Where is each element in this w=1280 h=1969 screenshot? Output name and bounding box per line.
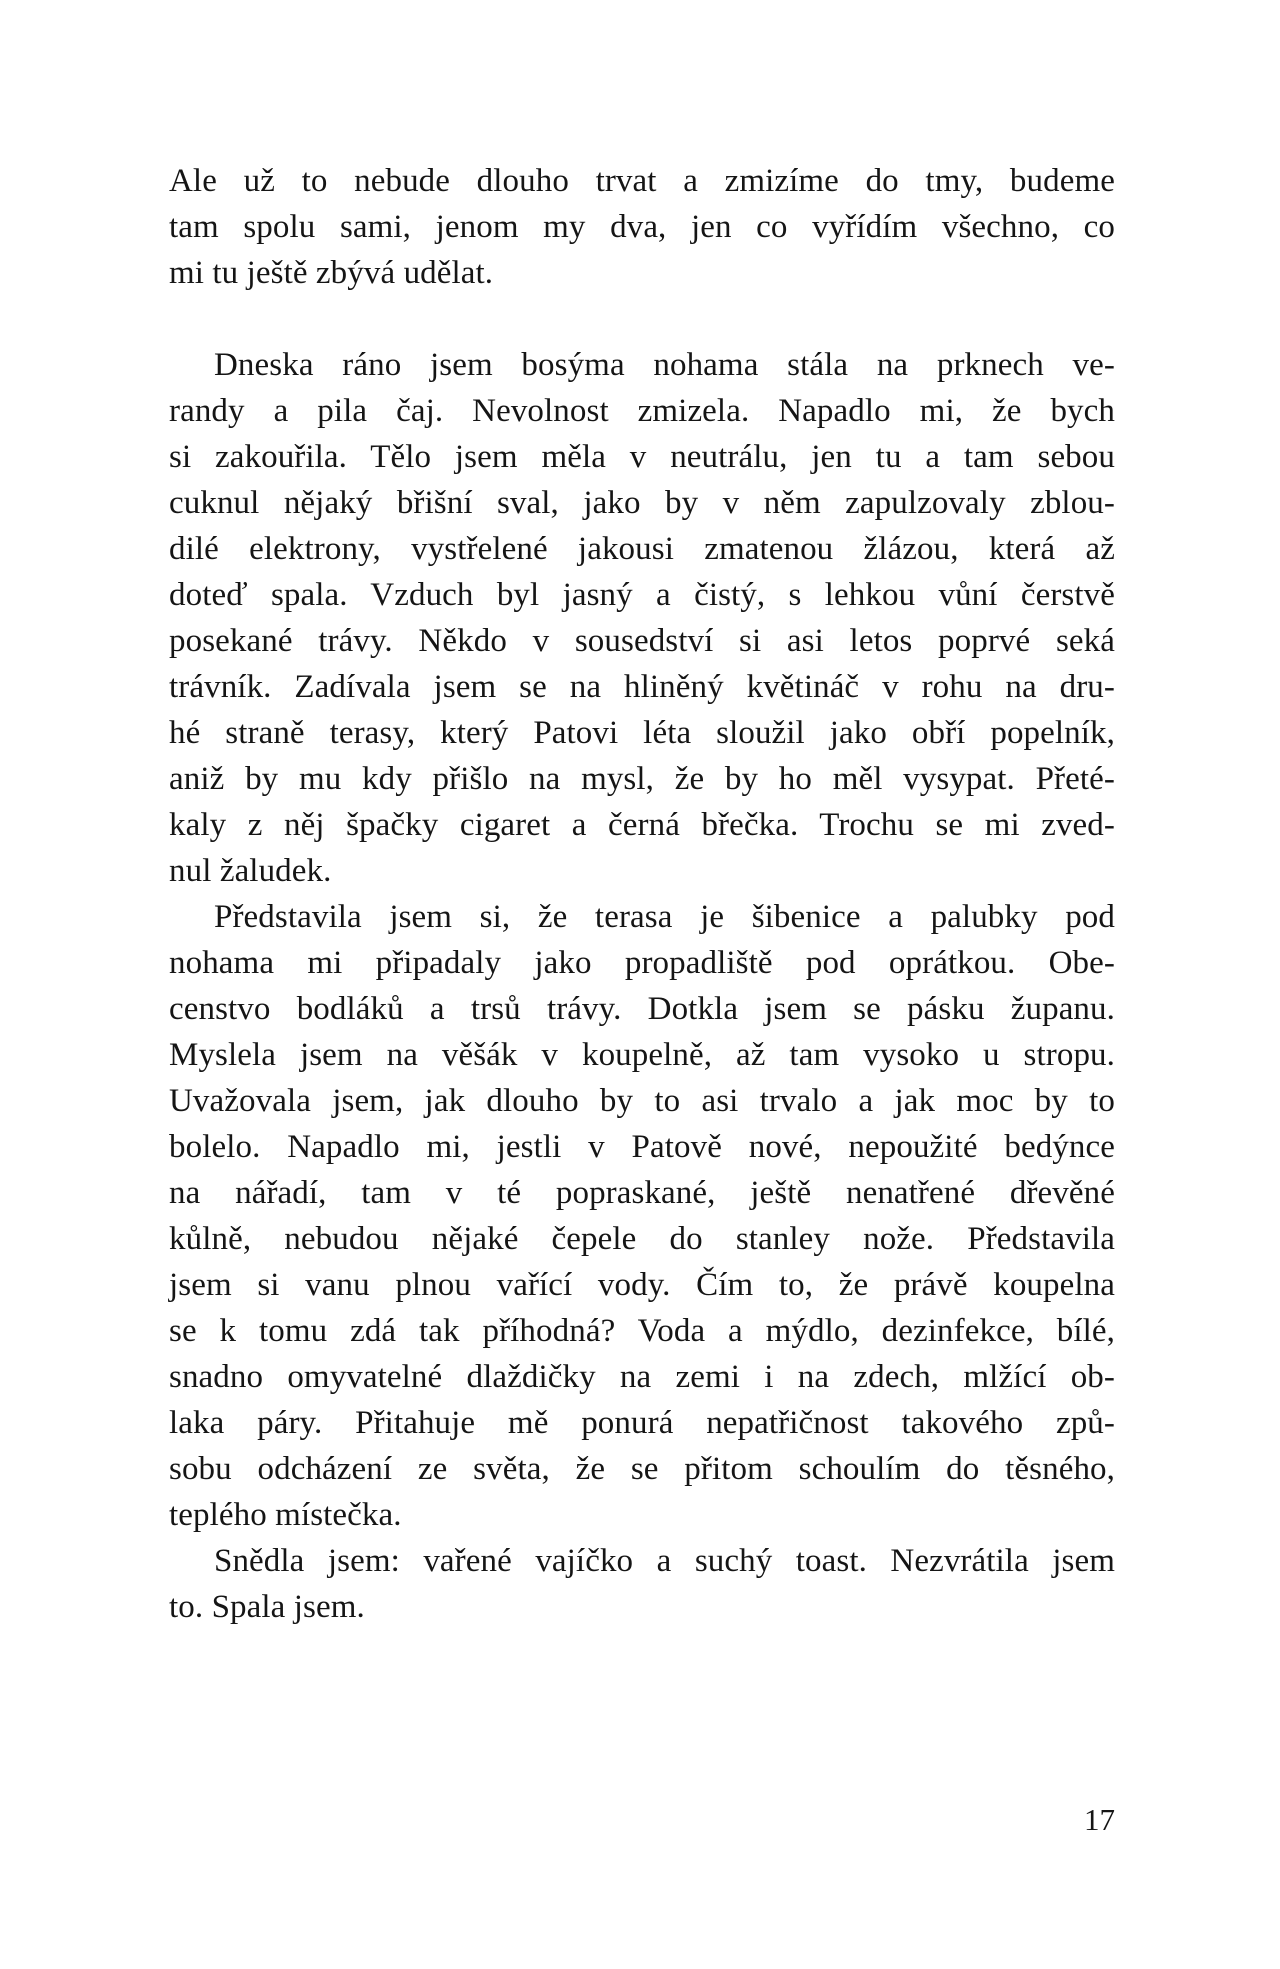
text-line: Uvažovala jsem, jak dlouho by to asi trvalo a jak moc by to	[169, 1083, 1115, 1119]
text-line: Ale už to nebude dlouho trvat a zmizíme do tmy, budeme	[169, 163, 1115, 199]
text-line: mi tu ještě zbývá udělat.	[169, 255, 494, 291]
text-line: snadno omyvatelné dlaždičky na zemi i na zdech, mlžící ob-	[169, 1359, 1115, 1395]
text-line: nul žaludek.	[169, 853, 332, 889]
text-line: se k tomu zdá tak příhodná? Voda a mýdlo, dezinfekce, bílé,	[169, 1313, 1115, 1349]
text-line: tam spolu sami, jenom my dva, jen co vyřídím všechno, co	[169, 209, 1115, 245]
text-line: laka páry. Přitahuje mě ponurá nepatřičnost takového způ-	[169, 1405, 1115, 1441]
text-line: randy a pila čaj. Nevolnost zmizela. Napadlo mi, že bych	[169, 393, 1115, 429]
text-line: hé straně terasy, který Patovi léta sloužil jako obří popelník,	[169, 715, 1115, 751]
text-line: teplého místečka.	[169, 1497, 402, 1533]
text-line: to. Spala jsem.	[169, 1589, 365, 1625]
text-line: dilé elektrony, vystřelené jakousi zmatenou žlázou, která až	[169, 531, 1115, 567]
paragraph	[169, 342, 1115, 894]
text-line: posekané trávy. Někdo v sousedství si asi letos poprvé seká	[169, 623, 1115, 659]
text-line: trávník. Zadívala jsem se na hliněný květináč v rohu na dru-	[169, 669, 1115, 705]
text-line: sobu odcházení ze světa, že se přitom schoulím do těsného,	[169, 1451, 1115, 1487]
text-line: na nářadí, tam v té popraskané, ještě nenatřené dřevěné	[169, 1175, 1115, 1211]
text-line: nohama mi připadaly jako propadliště pod oprátkou. Obe-	[169, 945, 1115, 981]
text-line: aniž by mu kdy přišlo na mysl, že by ho měl vysypat. Přeté-	[169, 761, 1115, 797]
text-line: Myslela jsem na věšák v koupelně, až tam vysoko u stropu.	[169, 1037, 1115, 1073]
text-line: Představila jsem si, že terasa je šibenice a palubky pod	[214, 899, 1115, 935]
paragraph	[169, 1538, 1115, 1630]
text-line: kůlně, nebudou nějaké čepele do stanley nože. Představila	[169, 1221, 1115, 1257]
text-line: bolelo. Napadlo mi, jestli v Patově nové, nepoužité bedýnce	[169, 1129, 1115, 1165]
text-line: censtvo bodláků a trsů trávy. Dotkla jsem se pásku županu.	[169, 991, 1115, 1027]
text-line: kaly z něj špačky cigaret a černá břečka. Trochu se mi zved-	[169, 807, 1115, 843]
text-line: jsem si vanu plnou vařící vody. Čím to, že právě koupelna	[169, 1267, 1115, 1303]
body-text	[169, 158, 1115, 1630]
paragraph	[169, 894, 1115, 1538]
paragraph	[169, 158, 1115, 296]
text-line: Dneska ráno jsem bosýma nohama stála na prknech ve-	[214, 347, 1115, 383]
text-line: doteď spala. Vzduch byl jasný a čistý, s lehkou vůní čerstvě	[169, 577, 1115, 613]
text-line: Snědla jsem: vařené vajíčko a suchý toast. Nezvrátila jsem	[214, 1543, 1115, 1579]
page-number: 17	[1084, 1802, 1115, 1837]
text-line: cuknul nějaký břišní sval, jako by v něm zapulzovaly zblou-	[169, 485, 1115, 521]
text-line: si zakouřila. Tělo jsem měla v neutrálu, jen tu a tam sebou	[169, 439, 1115, 475]
